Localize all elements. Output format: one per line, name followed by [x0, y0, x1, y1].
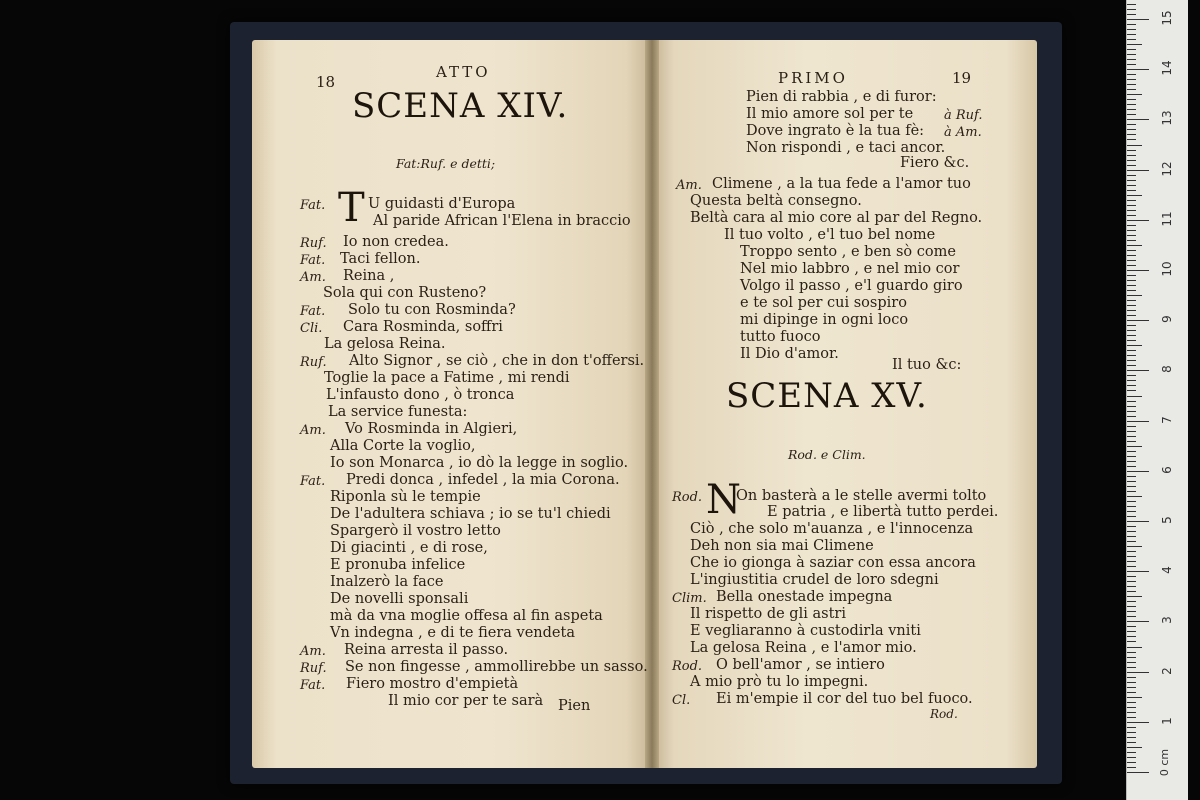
running-head-left: ATTO	[436, 63, 491, 81]
verse-line: La gelosa Reina.	[324, 336, 446, 352]
verse-line: mà da vna moglie offesa al fin aspeta	[330, 608, 603, 624]
ruler-tick	[1127, 104, 1136, 105]
ruler-tick	[1127, 305, 1136, 306]
ruler-tick	[1127, 406, 1136, 407]
verse-line: E vegliaranno à custodirla vniti	[690, 623, 921, 639]
speaker-label: Am.	[300, 423, 326, 438]
verse-line: Dove ingrato è la tua fè:	[746, 123, 925, 139]
ruler-tick	[1127, 712, 1136, 713]
verse-line: De l'adultera schiava ; io se tu'l chiedi	[330, 506, 611, 522]
ruler-tick	[1127, 641, 1136, 642]
ruler-tick	[1127, 134, 1136, 135]
ruler-tick	[1127, 566, 1136, 567]
ruler-tick	[1127, 14, 1136, 15]
ruler-tick	[1127, 762, 1136, 763]
verse-line: Cara Rosminda, soffri	[343, 319, 503, 335]
ruler-tick	[1127, 491, 1136, 492]
ruler-tick	[1127, 340, 1136, 341]
ruler-tick	[1127, 682, 1136, 683]
ruler-tick	[1127, 230, 1136, 231]
verse-line: Che io gionga à saziar con essa ancora	[690, 555, 976, 571]
ruler-tick	[1127, 365, 1136, 366]
ruler-tick	[1127, 210, 1136, 211]
ruler-tick	[1127, 220, 1149, 221]
speaker-label: Fat.	[300, 474, 326, 489]
ruler-tick	[1127, 647, 1142, 648]
ruler-tick	[1127, 155, 1136, 156]
catchword-left: Pien	[558, 698, 591, 714]
ruler-tick	[1127, 596, 1142, 597]
ruler-tick	[1127, 672, 1149, 673]
ruler-number: 3	[1160, 616, 1174, 625]
ruler-tick	[1127, 466, 1136, 467]
ruler-number: 12	[1160, 160, 1174, 177]
ruler-tick	[1127, 481, 1136, 482]
ruler-tick	[1127, 636, 1136, 637]
ruler-tick	[1127, 350, 1136, 351]
verse-line: Spargerò il vostro letto	[330, 523, 501, 539]
ruler-tick	[1127, 581, 1136, 582]
ruler-tick	[1127, 677, 1136, 678]
verse-line: Reina ,	[343, 268, 395, 284]
drop-cap: N	[706, 477, 741, 523]
ruler-tick	[1127, 109, 1136, 110]
ruler-tick	[1127, 396, 1142, 397]
ruler-tick	[1127, 546, 1142, 547]
ruler-tick	[1127, 772, 1149, 773]
verse-line: Il Dio d'amor.	[740, 346, 839, 362]
ruler-tick	[1127, 180, 1136, 181]
ruler-tick	[1127, 160, 1136, 161]
verse-line: Il tuo &c:	[892, 357, 962, 373]
running-head-right: PRIMO	[778, 69, 848, 87]
verse-line: Io non credea.	[343, 234, 449, 250]
ruler-tick	[1127, 586, 1136, 587]
ruler-tick	[1127, 747, 1142, 748]
ruler-tick	[1127, 335, 1136, 336]
ruler-tick	[1127, 49, 1136, 50]
speaker-label: Rod.	[672, 659, 703, 674]
aside-direction: à Am.	[944, 125, 982, 140]
ruler-tick	[1127, 421, 1149, 422]
ruler-tick	[1127, 526, 1136, 527]
ruler-tick	[1127, 34, 1136, 35]
ruler-tick	[1127, 511, 1136, 512]
ruler-tick	[1127, 99, 1136, 100]
ruler-tick	[1127, 611, 1136, 612]
ruler-tick	[1127, 300, 1136, 301]
speaker-label: Cli.	[300, 321, 323, 336]
ruler-tick	[1127, 19, 1149, 20]
ruler-tick	[1127, 250, 1136, 251]
verse-line: A mio prò tu lo impegni.	[690, 674, 869, 690]
ruler-number: 6	[1160, 465, 1174, 474]
ruler-tick	[1127, 150, 1136, 151]
verse-line: Climene , a la tua fede a l'amor tuo	[712, 176, 971, 192]
ruler-tick	[1127, 516, 1136, 517]
ruler-tick	[1127, 732, 1136, 733]
ruler-tick	[1127, 39, 1136, 40]
ruler-tick	[1127, 185, 1136, 186]
ruler-tick	[1127, 355, 1136, 356]
ruler-tick	[1127, 486, 1136, 487]
ruler-tick	[1127, 375, 1136, 376]
speaker-label: Fat.	[300, 253, 326, 268]
speaker-label: Cl.	[672, 693, 691, 708]
ruler-number: 13	[1160, 110, 1174, 127]
ruler-tick	[1127, 416, 1136, 417]
aside-direction: à Ruf.	[944, 108, 983, 123]
verse-line: Solo tu con Rosminda?	[348, 302, 516, 318]
ruler-number: 5	[1160, 516, 1174, 524]
ruler-tick	[1127, 446, 1142, 447]
ruler-tick	[1127, 124, 1136, 125]
ruler-tick	[1127, 476, 1136, 477]
verse-line: Reina arresta il passo.	[344, 642, 509, 658]
verse-line: Io son Monarca , io dò la legge in soglio.	[330, 455, 629, 471]
ruler-tick	[1127, 265, 1136, 266]
speaker-label: Fat.	[300, 198, 326, 213]
ruler-number: 1	[1160, 716, 1174, 725]
speaker-label: Fat.	[300, 304, 326, 319]
ruler-tick	[1127, 451, 1136, 452]
ruler-tick	[1127, 471, 1149, 472]
verse-line: Vn indegna , e di te fiera vendeta	[330, 625, 575, 641]
stage-direction-left: Fat:Ruf. e detti;	[396, 156, 496, 171]
ruler-unit-label: 0 cm	[1158, 748, 1172, 777]
verse-line: Taci fellon.	[340, 251, 421, 267]
verse-line: Al paride African l'Elena in braccio	[373, 213, 631, 229]
ruler-tick	[1127, 325, 1136, 326]
verse-line: O bell'amor , se intiero	[716, 657, 885, 673]
ruler-tick	[1127, 426, 1136, 427]
ruler-tick	[1127, 270, 1149, 271]
speaker-label: Am.	[676, 178, 702, 193]
ruler-tick	[1127, 616, 1136, 617]
ruler-tick	[1127, 330, 1136, 331]
ruler-number: 15	[1160, 10, 1174, 26]
ruler-tick	[1127, 119, 1149, 120]
ruler-tick	[1127, 657, 1136, 658]
ruler-tick	[1127, 411, 1136, 412]
ruler-number: 2	[1160, 666, 1174, 675]
ruler-tick	[1127, 536, 1136, 537]
ruler-tick	[1127, 69, 1149, 70]
ruler-tick	[1127, 767, 1136, 768]
verse-line: Inalzerò la face	[330, 574, 444, 590]
ruler-number: 8	[1160, 365, 1174, 374]
verse-line: Alla Corte la voglio,	[330, 438, 476, 454]
ruler-tick	[1127, 145, 1142, 146]
ruler-tick	[1127, 170, 1149, 171]
ruler-tick	[1127, 702, 1136, 703]
ruler-tick	[1127, 285, 1136, 286]
ruler-tick	[1127, 506, 1136, 507]
ruler-tick	[1127, 541, 1136, 542]
ruler-tick	[1127, 139, 1136, 140]
verse-line: Non rispondi , e taci ancor.	[746, 140, 946, 156]
ruler-tick	[1127, 737, 1136, 738]
ruler-tick	[1127, 190, 1136, 191]
ruler-tick	[1127, 345, 1142, 346]
speaker-label: Fat.	[300, 678, 326, 693]
ruler-tick	[1127, 591, 1136, 592]
ruler-tick	[1127, 94, 1142, 95]
verse-line: Vo Rosminda in Algieri,	[345, 421, 518, 437]
ruler-tick	[1127, 742, 1136, 743]
ruler-tick	[1127, 717, 1136, 718]
verse-line: Questa beltà consegno.	[690, 193, 862, 209]
verse-line: Riponla sù le tempie	[330, 489, 481, 505]
ruler-tick	[1127, 531, 1136, 532]
ruler-tick	[1127, 652, 1136, 653]
ruler-tick	[1127, 175, 1136, 176]
verse-line: Volgo il passo , e'l guardo giro	[740, 278, 963, 294]
ruler-tick	[1127, 4, 1136, 5]
ruler-tick	[1127, 431, 1136, 432]
ruler-tick	[1127, 165, 1136, 166]
verse-line: Bella onestade impegna	[716, 589, 893, 605]
verse-line: U guidasti d'Europa	[368, 196, 516, 212]
ruler-tick	[1127, 370, 1149, 371]
ruler-tick	[1127, 89, 1136, 90]
ruler-tick	[1127, 441, 1136, 442]
verse-line: On basterà a le stelle avermi tolto	[736, 488, 987, 504]
ruler-tick	[1127, 295, 1142, 296]
ruler-tick	[1127, 320, 1149, 321]
ruler-tick	[1127, 697, 1142, 698]
ruler-tick	[1127, 200, 1136, 201]
ruler-tick	[1127, 275, 1136, 276]
ruler-tick	[1127, 59, 1136, 60]
stage-direction-right: Rod. e Clim.	[788, 447, 866, 462]
speaker-label: Ruf.	[300, 236, 327, 251]
ruler-tick	[1127, 722, 1149, 723]
ruler-tick	[1127, 727, 1136, 728]
page-number-left: 18	[316, 73, 336, 91]
ruler-tick	[1127, 556, 1136, 557]
ruler-tick	[1127, 496, 1142, 497]
ruler-tick	[1127, 385, 1136, 386]
verse-line: Nel mio labbro , e nel mio cor	[740, 261, 960, 277]
ruler-tick	[1127, 692, 1136, 693]
ruler-tick	[1127, 631, 1136, 632]
ruler-tick	[1127, 621, 1149, 622]
speaker-label: Rod.	[672, 490, 703, 505]
verse-line: Di giacinti , e di rose,	[330, 540, 488, 556]
ruler-tick	[1127, 315, 1136, 316]
ruler-tick	[1127, 360, 1136, 361]
ruler-tick	[1127, 461, 1136, 462]
ruler-tick	[1127, 79, 1136, 80]
verse-line: La gelosa Reina , e l'amor mio.	[690, 640, 917, 656]
ruler-tick	[1127, 240, 1136, 241]
ruler-tick	[1127, 626, 1136, 627]
verse-line: Se non fingesse , ammollirebbe un sasso.	[345, 659, 648, 675]
verse-line: Deh non sia mai Climene	[690, 538, 874, 554]
speaker-label: Ruf.	[300, 355, 327, 370]
ruler-tick	[1127, 195, 1142, 196]
ruler-tick	[1127, 310, 1136, 311]
ruler-tick	[1127, 707, 1136, 708]
ruler-tick	[1127, 606, 1136, 607]
verse-line: Fiero &c.	[900, 155, 970, 171]
verse-line: Sola qui con Rusteno?	[323, 285, 487, 301]
verse-line: Alto Signor , se ciò , che in don t'offersi.	[349, 353, 645, 369]
verse-line: De novelli sponsali	[330, 591, 469, 607]
ruler-tick	[1127, 390, 1136, 391]
ruler-number: 9	[1160, 315, 1174, 324]
ruler-tick	[1127, 752, 1136, 753]
verse-line: Il mio cor per te sarà	[388, 693, 544, 709]
ruler-tick	[1127, 114, 1136, 115]
ruler-tick	[1127, 205, 1136, 206]
verse-line: Fiero mostro d'empietà	[346, 676, 519, 692]
verse-line: Il tuo volto , e'l tuo bel nome	[724, 227, 936, 243]
ruler-tick	[1127, 601, 1136, 602]
verse-line: Troppo sento , e ben sò come	[740, 244, 956, 260]
ruler-tick	[1127, 64, 1136, 65]
ruler-tick	[1127, 757, 1136, 758]
ruler-tick	[1127, 576, 1136, 577]
ruler-tick	[1127, 9, 1136, 10]
ruler-tick	[1127, 255, 1136, 256]
verse-line: L'ingiustitia crudel de loro sdegni	[690, 572, 939, 588]
ruler-tick	[1127, 29, 1136, 30]
verse-line: tutto fuoco	[740, 329, 821, 345]
ruler-tick	[1127, 667, 1136, 668]
catchword-right: Rod.	[930, 707, 958, 721]
verse-line: Toglie la pace a Fatime , mi rendi	[324, 370, 570, 386]
verse-line: Pien di rabbia , e di furor:	[746, 89, 937, 105]
ruler-tick	[1127, 280, 1136, 281]
verse-line: Predi donca , infedel , la mia Corona.	[346, 472, 620, 488]
ruler-tick	[1127, 84, 1136, 85]
verse-line: E patria , e libertà tutto perdei.	[767, 504, 999, 520]
verse-line: Ei m'empie il cor del tuo bel fuoco.	[716, 691, 973, 707]
ruler-tick	[1127, 235, 1136, 236]
verse-line: Beltà cara al mio core al par del Regno.	[690, 210, 983, 226]
ruler-tick	[1127, 662, 1136, 663]
drop-cap: T	[338, 185, 365, 231]
verse-line: Ciò , che solo m'auanza , e l'innocenza	[690, 521, 974, 537]
verse-line: E pronuba infelice	[330, 557, 466, 573]
ruler-tick	[1127, 129, 1136, 130]
ruler-tick	[1127, 74, 1136, 75]
ruler-tick	[1127, 436, 1136, 437]
speaker-label: Am.	[300, 270, 326, 285]
ruler-tick	[1127, 521, 1149, 522]
ruler-number: 4	[1160, 566, 1174, 575]
verse-line: Il rispetto de gli astri	[690, 606, 846, 622]
ruler-number: 11	[1160, 211, 1174, 227]
ruler-tick	[1127, 687, 1136, 688]
ruler-tick	[1127, 24, 1136, 25]
ruler-tick	[1127, 215, 1136, 216]
ruler-tick	[1127, 571, 1149, 572]
ruler-tick	[1127, 501, 1136, 502]
ruler-tick	[1127, 561, 1136, 562]
ruler-tick	[1127, 380, 1136, 381]
speaker-label: Clim.	[672, 591, 707, 606]
measuring-ruler	[1126, 0, 1188, 800]
page-number-right: 19	[952, 69, 972, 87]
ruler-tick	[1127, 551, 1136, 552]
ruler-tick	[1127, 456, 1136, 457]
ruler-tick	[1127, 245, 1142, 246]
ruler-tick	[1127, 225, 1136, 226]
speaker-label: Am.	[300, 644, 326, 659]
scene-title-left: SCENA XIV.	[352, 86, 569, 126]
verse-line: La service funesta:	[328, 404, 468, 420]
verse-line: e te sol per cui sospiro	[740, 295, 907, 311]
ruler-tick	[1127, 44, 1142, 45]
ruler-tick	[1127, 290, 1136, 291]
verse-line: L'infausto dono , ò tronca	[326, 387, 515, 403]
verse-line: Il mio amore sol per te	[746, 106, 914, 122]
ruler-number: 10	[1160, 261, 1174, 277]
ruler-number: 14	[1160, 60, 1174, 76]
speaker-label: Ruf.	[300, 661, 327, 676]
ruler-tick	[1127, 54, 1136, 55]
ruler-tick	[1127, 260, 1136, 261]
scene-title-right: SCENA XV.	[726, 376, 928, 416]
ruler-number: 7	[1160, 415, 1174, 424]
verse-line: mi dipinge in ogni loco	[740, 312, 909, 328]
ruler-tick	[1127, 401, 1136, 402]
